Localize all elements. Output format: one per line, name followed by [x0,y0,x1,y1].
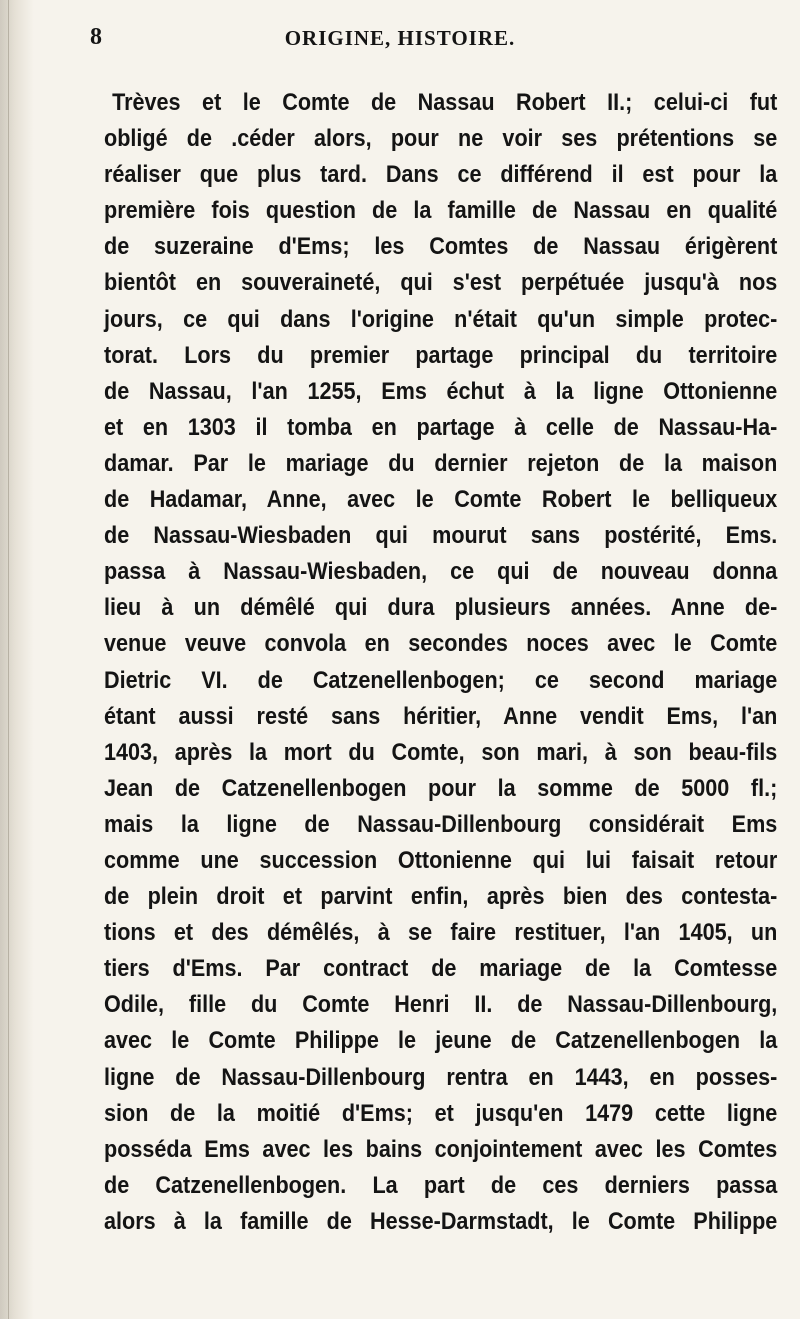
page-header [0,22,800,62]
text-line: torat. Lors du premier partage principal du territoire [104,341,778,369]
text-line: de Nassau-Wiesbaden qui mourut sans postérité, Ems. [104,522,778,550]
text-line: lieu à un démêlé qui dura plusieurs années. Anne de- [104,594,778,622]
text-line: étant aussi resté sans héritier, Anne vendit Ems, l'an [104,702,778,730]
running-title: ORIGINE, HISTOIRE. [284,26,516,50]
text-line: damar. Par le mariage du dernier rejeton de la maison [104,449,778,477]
text-line: ligne de Nassau-Dillenbourg rentra en 1443, en posses- [104,1063,778,1091]
text-line: jours, ce qui dans l'origine n'était qu'un simple protec- [104,305,778,333]
text-line: Odile, fille du Comte Henri II. de Nassau-Dillenbourg, [104,991,778,1019]
text-line: et en 1303 il tomba en partage à celle de Nassau-Ha- [104,413,778,441]
text-line: de Catzenellenbogen. La part de ces derniers passa [104,1171,778,1199]
text-line: venue veuve convola en secondes noces avec le Comte [104,630,778,658]
text-line: tions et des démêlés, à se faire restituer, l'an 1405, un [104,919,778,947]
text-line: posséda Ems avec les bains conjointement avec les Comtes [104,1135,778,1163]
text-line: première fois question de la famille de Nassau en qualité [104,197,778,225]
text-line: comme une succession Ottonienne qui lui faisait retour [104,846,778,874]
page-number: 8 [90,24,102,50]
text-line: de Hadamar, Anne, avec le Comte Robert le belliqueux [104,486,778,514]
text-line: Dietric VI. de Catzenellenbogen; ce second mariage [104,666,778,694]
body-text [104,85,778,1240]
text-line: réaliser que plus tard. Dans ce différend il est pour la [104,161,778,189]
text-line: bientôt en souveraineté, qui s'est perpétuée jusqu'à nos [104,269,778,297]
text-line: tiers d'Ems. Par contract de mariage de la Comtesse [104,955,778,983]
text-line: sion de la moitié d'Ems; et jusqu'en 1479 cette ligne [104,1099,778,1127]
text-line: Trèves et le Comte de Nassau Robert II.; celui-ci fut [112,89,778,116]
text-line: de suzeraine d'Ems; les Comtes de Nassau érigèrent [104,233,778,261]
text-line: mais la ligne de Nassau-Dillenbourg considérait Ems [104,810,778,838]
text-line: alors à la famille de Hesse-Darmstadt, le Comte Philippe [104,1207,778,1235]
text-line: obligé de .céder alors, pour ne voir ses prétentions se [104,125,778,153]
text-line: de Nassau, l'an 1255, Ems échut à la ligne Ottonienne [104,377,778,405]
text-line: 1403, après la mort du Comte, son mari, à son beau-fils [104,738,778,766]
text-line: passa à Nassau-Wiesbaden, ce qui de nouveau donna [104,558,778,586]
text-line: avec le Comte Philippe le jeune de Catzenellenbogen la [104,1027,778,1055]
page-binding-edge [0,0,34,1319]
text-line: de plein droit et parvint enfin, après bien des contesta- [104,883,778,911]
text-line: Jean de Catzenellenbogen pour la somme de 5000 fl.; [104,774,778,802]
